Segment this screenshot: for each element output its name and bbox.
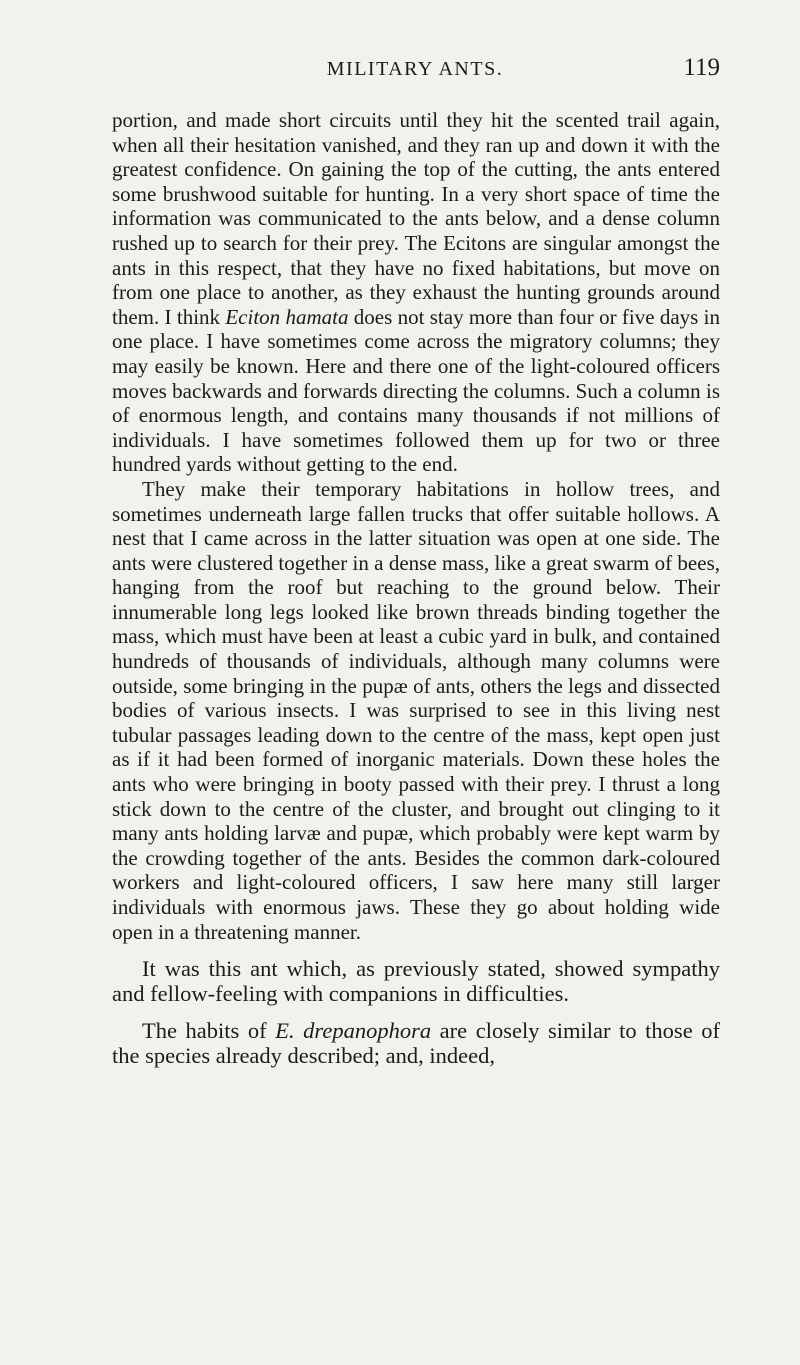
text-segment: It was this ant which, as previously stated, showed sympathy and fellow-feeling with companions in difficulties. bbox=[112, 956, 720, 1007]
running-head bbox=[110, 52, 720, 92]
running-title: MILITARY ANTS. bbox=[326, 58, 504, 80]
species-name: Eciton hamata bbox=[225, 304, 349, 329]
text-segment: They make their temporary habitations in hollow trees, and sometimes underneath large fallen trucks that offer suitable hollows. A nest that I came across in the latter situation was open at one side. The ants were clustered together in a dense mass, like a great swarm of bees, hanging from the roof but reaching to the ground below. Their innumerable long legs looked like brown threads binding together the mass, which must have been at least a cubic yard in bulk, and contained hundreds of thousands of individuals, although many columns were outside, some bringing in the pupæ of ants, others the legs and dissected bodies of various insects. I was surprised to see in this living nest tubular passages leading down to the centre of the mass, kept open just as if it had been formed of inorganic materials. Down these holes the ants who were bringing in booty passed with their prey. I thrust a long stick down to the centre of the cluster, and brought out clinging to it many ants holding larvæ and pupæ, which probably were kept warm by the crowding together of the ants. Besides the common dark-coloured workers and light-coloured officers, I saw here many still larger individuals with enormous jaws. These they go about holding wide open in a threatening manner. bbox=[112, 476, 720, 944]
text-segment: are closely similar to those of the species already described; and, indeed, bbox=[112, 1018, 720, 1069]
species-name: E. drepanophora bbox=[275, 1018, 432, 1044]
text-segment: does not stay more than four or five days in one place. I have sometimes come across the migratory columns; they may easily be known. Here and there one of the light-coloured officers moves backwards and forwards directing the columns. Such a column is of enormous length, and contains many thousands if not millions of individuals. I have sometimes followed them up for two or three hundred yards without getting to the end. bbox=[112, 304, 721, 477]
body-text bbox=[112, 108, 720, 1068]
paragraph bbox=[112, 477, 720, 944]
text-segment: portion, and made short circuits until they hit the scented trail again, when all their hesitation vanished, and they ran up and down it with the greatest confidence. On gaining the top of the cutting, the ants entered some brushwood suitable for hunting. In a very short space of time the information was communicated to the ants below, and a dense column rushed up to search for their prey. The Ecitons are singular amongst the ants in this respect, that they have no fixed habitations, but move on from one place to another, as they exhaust the hunting grounds around them. I think bbox=[112, 108, 720, 329]
paragraph bbox=[112, 108, 720, 477]
paragraph bbox=[112, 1018, 720, 1068]
page-number: 119 bbox=[683, 54, 720, 81]
paragraph bbox=[112, 956, 720, 1006]
text-segment: The habits of bbox=[142, 1018, 276, 1044]
